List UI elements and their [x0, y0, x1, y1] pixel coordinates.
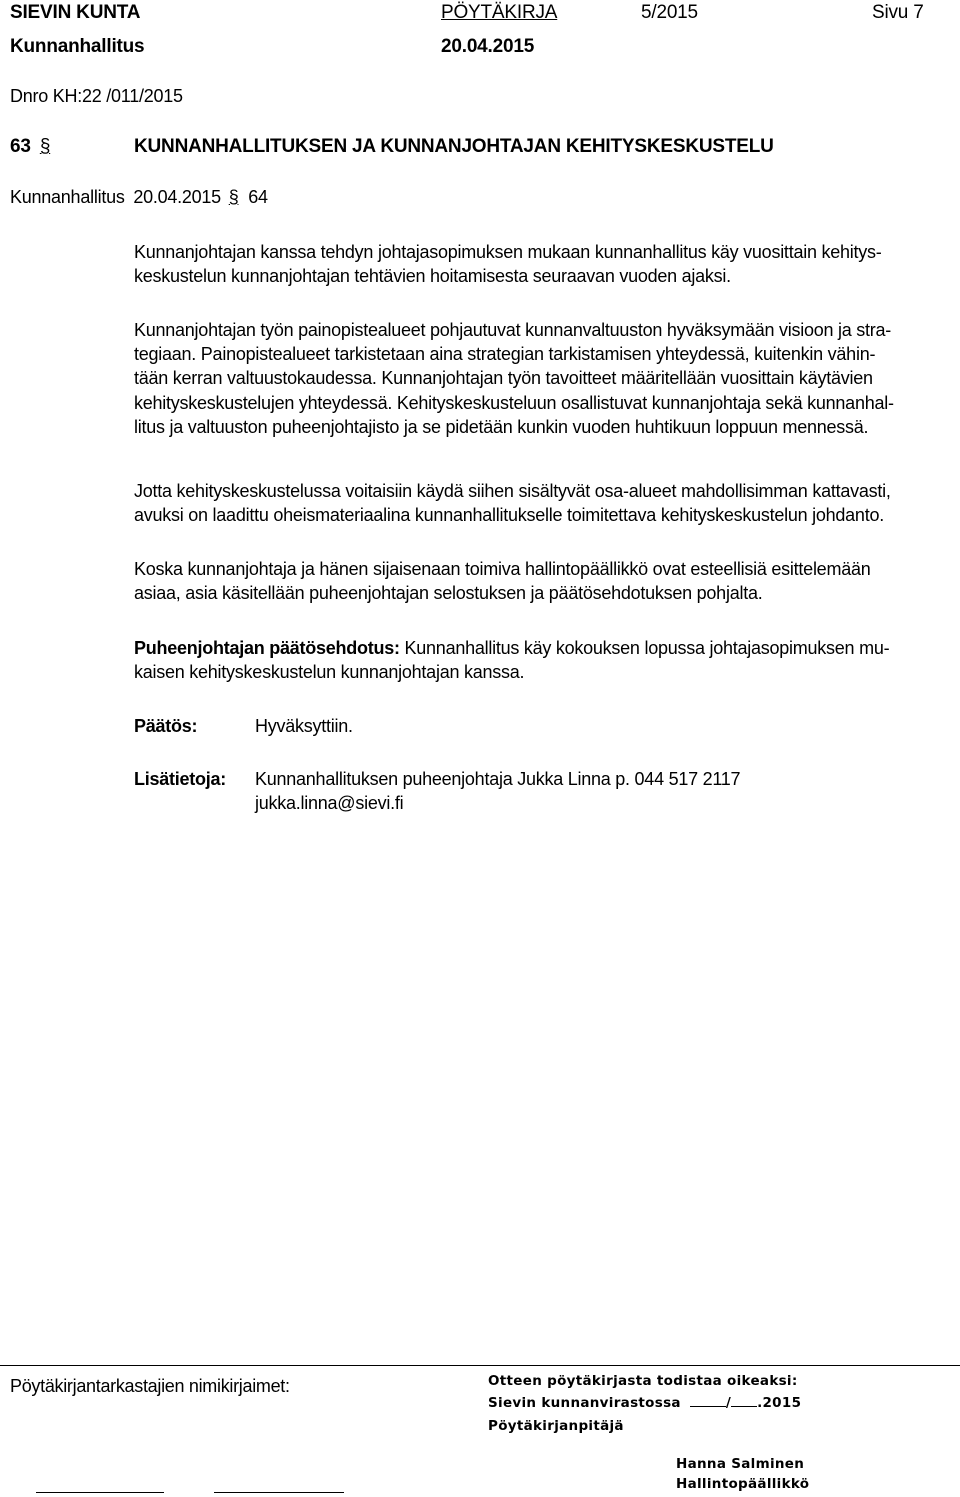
proposal-text-1: Kunnanhallitus käy kokouksen lopussa johtajasopimuksen mu-	[399, 638, 890, 658]
paragraph-line: tään kerran valtuustokaudessa. Kunnanjohtajan työn tavoitteet määritellään vuosittain käytävien	[134, 368, 873, 389]
paragraph-line: Jotta kehityskeskustelussa voitaisiin käydä siihen sisältyvät osa-alueet mahdollisimman kattavasti,	[134, 481, 891, 501]
paragraph-line: litus ja valtuuston puheenjohtajisto ja se pidetään kunkin vuoden huhtikuun loppuun mennessä.	[134, 416, 869, 437]
info-contact: Kunnanhallituksen puheenjohtaja Jukka Linna p. 044 517 2117	[255, 769, 741, 789]
item-section-symbol: §	[39, 136, 51, 157]
doc-number: 5/2015	[641, 2, 698, 23]
month-blank	[731, 1393, 757, 1407]
paragraph-4	[134, 557, 946, 605]
paragraph-line: avuksi on laadittu oheismateriaalina kunnanhallitukselle toimitettava kehityskeskustelun johdanto.	[134, 505, 884, 526]
certify-place	[488, 1393, 801, 1411]
proposal-label: Puheenjohtajan päätösehdotus:	[134, 638, 400, 658]
year-suffix: .2015	[757, 1395, 802, 1411]
paragraph-3	[134, 479, 946, 527]
paragraph-line: kehityskeskustelujen yhteydessä. Kehityskeskusteluun osallistuvat kunnanjohtaja sekä kunnanhal-	[134, 392, 894, 413]
body-name: Kunnanhallitus	[10, 36, 145, 57]
certify-label: Otteen pöytäkirjasta todistaa oikeaksi:	[488, 1373, 798, 1389]
page-number: Sivu 7	[872, 2, 924, 23]
paragraph-line: Kunnanjohtajan kanssa tehdyn johtajasopimuksen mukaan kunnanhallitus käy vuosittain kehitys-	[134, 242, 882, 262]
paragraph-line: keskustelun kunnanjohtajan tehtävien hoitamisesta seuraavan vuoden ajaksi.	[134, 266, 731, 287]
history-body: Kunnanhallitus	[10, 187, 125, 207]
item-number-value: 63	[10, 136, 31, 157]
history-line	[10, 187, 268, 208]
certify-place-prefix: Sievin kunnanvirastossa	[488, 1395, 681, 1411]
paragraph-2	[134, 318, 946, 439]
initials-line-2	[214, 1492, 344, 1493]
decision-label: Päätös:	[134, 716, 198, 736]
paragraph-line: Kunnanjohtajan työn painopistealueet pohjautuvat kunnanvaltuuston hyväksymään visioon ja stra-	[134, 320, 892, 340]
signer-title: Hallintopäällikkö	[676, 1476, 810, 1492]
history-number: 64	[248, 187, 268, 207]
proposal	[134, 636, 946, 684]
paragraph-line: asiaa, asia käsitellään puheenjohtajan selostuksen ja päätösehdotuksen pohjalta.	[134, 583, 763, 604]
meeting-date: 20.04.2015	[441, 36, 535, 57]
info-email: jukka.linna@sievi.fi	[255, 793, 404, 813]
initials-line-1	[36, 1492, 164, 1493]
date-separator: /	[725, 1395, 732, 1411]
paragraph-line: tegiaan. Painopistealueet tarkistetaan aina strategian tarkistamisen yhteydessä, kuitenkin vähin-	[134, 344, 876, 365]
item-title: KUNNANHALLITUKSEN JA KUNNANJOHTAJAN KEHITYSKESKUSTELU	[134, 136, 774, 157]
org-name: SIEVIN KUNTA	[10, 2, 141, 23]
item-number	[10, 136, 50, 158]
proposal-text-2: kaisen kehityskeskustelun kunnanjohtajan kanssa.	[134, 662, 525, 683]
decision-value: Hyväksyttiin.	[255, 716, 353, 736]
footer-divider	[0, 1365, 960, 1366]
info-label: Lisätietoja:	[134, 769, 227, 789]
doc-type	[441, 2, 557, 24]
history-date: 20.04.2015	[133, 187, 221, 207]
day-blank	[690, 1393, 726, 1407]
history-section-symbol: §	[228, 187, 239, 207]
signer-name: Hanna Salminen	[676, 1456, 805, 1472]
paragraph-1	[134, 240, 946, 288]
checkers-label: Pöytäkirjantarkastajien nimikirjaimet:	[10, 1376, 290, 1396]
dnro: Dnro KH:22 /011/2015	[10, 86, 183, 106]
certify-role: Pöytäkirjanpitäjä	[488, 1418, 624, 1434]
doc-type-label: PÖYTÄKIRJA	[441, 2, 558, 23]
paragraph-line: Koska kunnanjohtaja ja hänen sijaisenaan toimiva hallintopäällikkö ovat esteellisiä esittelemään	[134, 559, 871, 579]
